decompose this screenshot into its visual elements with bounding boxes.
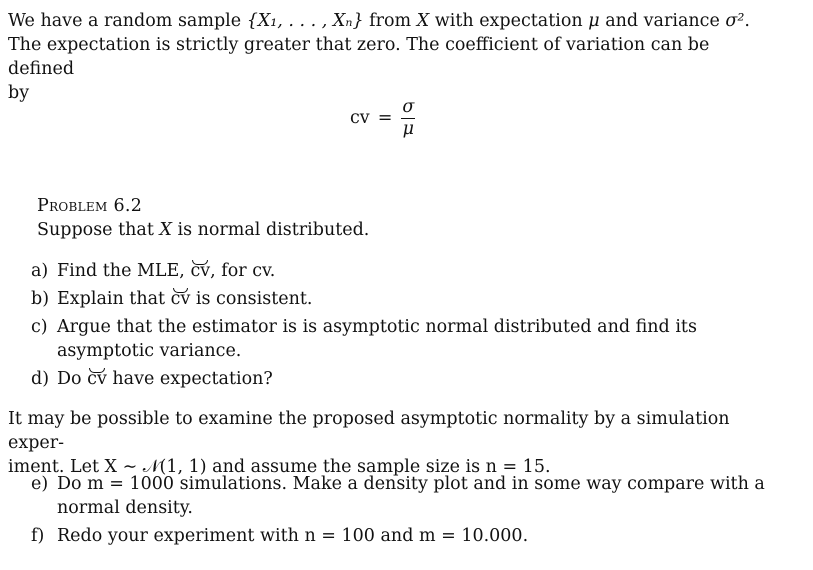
item-text — [57, 287, 771, 311]
question-list-2 — [31, 472, 771, 552]
cv-hat-symbol: cv — [87, 369, 107, 389]
simulation-line-2: iment. Let X ∼ 𝒩(1, 1) and assume the sample size is n = 15. — [8, 457, 551, 477]
item-text-part: Do — [57, 369, 88, 389]
list-item — [31, 315, 771, 363]
item-label: f) — [31, 526, 45, 546]
cv-formula — [350, 96, 416, 140]
list-item — [31, 367, 771, 391]
item-label: c) — [31, 317, 48, 337]
intro-text: with expectation — [429, 11, 589, 31]
problem-block — [37, 194, 737, 242]
list-item — [31, 259, 771, 283]
symbol-sigma-squared: σ² — [725, 11, 745, 31]
item-text: Argue that the estimator is is asymptotic normal distributed and find its asymptotic variance. — [57, 317, 697, 361]
fraction-numerator: σ — [402, 96, 415, 117]
formula-fraction — [400, 98, 416, 139]
symbol-mu: μ — [588, 11, 600, 31]
problem-title: Problem 6.2 — [37, 196, 143, 216]
intro-text: We have a random sample — [8, 11, 247, 31]
variable-x: X — [159, 220, 172, 240]
intro-text: from — [363, 11, 417, 31]
item-text-part: Explain that — [57, 289, 171, 309]
item-text — [57, 259, 771, 283]
simulation-paragraph — [8, 407, 768, 479]
question-list-1 — [31, 259, 771, 395]
cv-hat-symbol: cv — [170, 289, 191, 309]
statement-text: is normal distributed. — [171, 220, 370, 240]
item-text-part: is consistent. — [190, 289, 313, 309]
item-label: a) — [31, 261, 49, 281]
item-text — [57, 367, 771, 391]
item-label: b) — [31, 289, 50, 309]
fraction-denominator: μ — [402, 118, 415, 139]
variable-x: X — [416, 11, 430, 31]
list-item — [31, 524, 771, 548]
intro-line-2: The expectation is strictly greater that zero. The coefficient of variation can be defined — [8, 35, 710, 79]
sample-set: {X₁, . . . , Xₙ} — [246, 11, 364, 31]
problem-statement — [37, 218, 737, 242]
simulation-line-1: It may be possible to examine the proposed asymptotic normality by a simulation exper- — [8, 409, 730, 453]
item-text-part: Find the MLE, — [57, 261, 191, 281]
intro-text: and variance — [599, 11, 726, 31]
item-label: d) — [31, 369, 50, 389]
intro-line-3: by — [8, 83, 30, 103]
formula-equals: = — [377, 108, 393, 128]
intro-text: . — [744, 11, 750, 31]
cv-hat-symbol: cv — [190, 261, 211, 281]
list-item — [31, 472, 771, 520]
item-text-part: have expectation? — [106, 369, 273, 389]
item-text: Do m = 1000 simulations. Make a density plot and in some way compare with a normal density. — [57, 474, 765, 518]
statement-text: Suppose that — [37, 220, 160, 240]
item-label: e) — [31, 474, 49, 494]
intro-line-1 — [8, 9, 768, 33]
intro-paragraph — [8, 9, 768, 105]
list-item — [31, 287, 771, 311]
item-text: Redo your experiment with n = 100 and m = 10.000. — [57, 526, 529, 546]
item-text-part: , for cv. — [210, 261, 276, 281]
formula-lhs: cv — [350, 108, 370, 128]
